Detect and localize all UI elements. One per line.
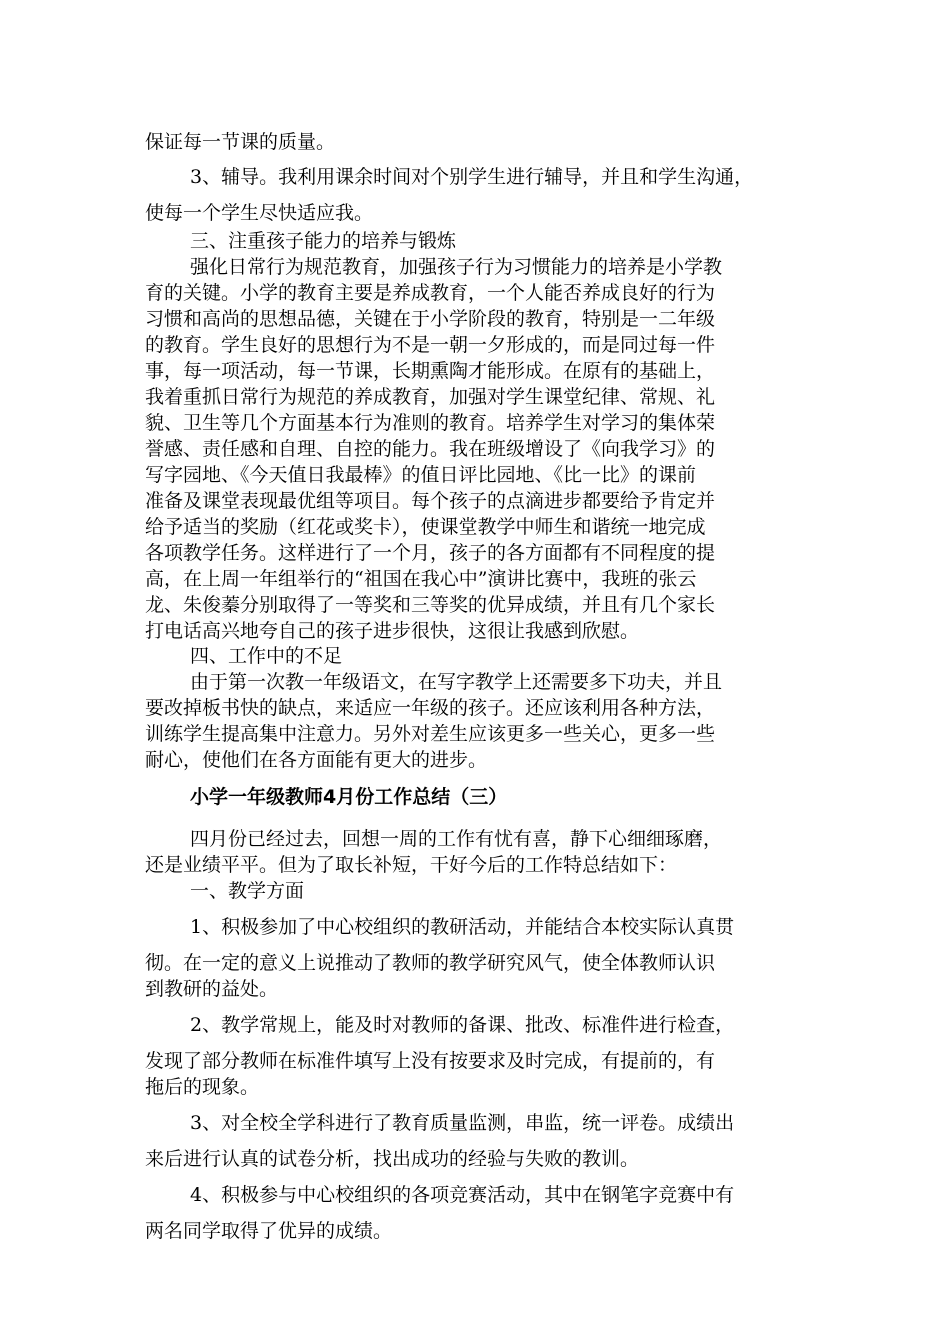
text-line: 两名同学取得了优异的成绩。 xyxy=(145,1220,393,1242)
text-line: 2、教学常规上，能及时对教师的备课、批改、标准件进行检查， xyxy=(190,1014,735,1036)
text-line: 到教研的益处。 xyxy=(145,978,279,1000)
text-line: 的教育。学生良好的思想行为不是一朝一夕形成的，而是同过每一件 xyxy=(145,334,716,356)
text-line: 发现了部分教师在标准件填写上没有按要求及时完成，有提前的，有 xyxy=(145,1050,716,1072)
text-line: 1、积极参加了中心校组织的教研活动，并能结合本校实际认真贯 xyxy=(190,916,735,938)
text-line: 龙、朱俊蓁分别取得了一等奖和三等奖的优异成绩，并且有几个家长 xyxy=(145,594,716,616)
text-line: 四月份已经过去，回想一周的工作有忧有喜，静下心细细琢磨， xyxy=(190,828,723,850)
document-title: 小学一年级教师4月份工作总结（三） xyxy=(190,786,508,808)
text-line: 写字园地、《今天值日我最棒》的值日评比园地、《比一比》的课前 xyxy=(145,464,697,486)
text-line: 强化日常行为规范教育，加强孩子行为习惯能力的培养是小学教 xyxy=(190,256,723,278)
text-line: 耐心，使他们在各方面能有更大的进步。 xyxy=(145,749,488,771)
text-line: 育的关键。小学的教育主要是养成教育，一个人能否养成良好的行为 xyxy=(145,282,716,304)
text-line: 打电话高兴地夸自己的孩子进步很快，这很让我感到欣慰。 xyxy=(145,620,640,642)
text-line: 事，每一项活动，每一节课，长期熏陶才能形成。在原有的基础上， xyxy=(145,360,716,382)
text-line: 来后进行认真的试卷分析，找出成功的经验与失败的教训。 xyxy=(145,1148,640,1170)
text-line: 给予适当的奖励（红花或奖卡），使课堂教学中师生和谐统一地完成 xyxy=(145,516,706,538)
section-heading: 一、教学方面 xyxy=(190,880,305,902)
text-line: 3、对全校全学科进行了教育质量监测，串监，统一评卷。成绩出 xyxy=(190,1112,735,1134)
text-line: 保证每一节课的质量。 xyxy=(145,131,336,153)
text-line: 彻。在一定的意义上说推动了教师的教学研究风气，使全体教师认识 xyxy=(145,952,716,974)
text-line: 誉感、责任感和自理、自控的能力。我在班级增设了《向我学习》的 xyxy=(145,438,716,460)
text-line: 使每一个学生尽快适应我。 xyxy=(145,202,374,224)
text-line: 高，在上周一年组举行的“祖国在我心中”演讲比赛中，我班的张云 xyxy=(145,568,697,590)
section-heading: 四、工作中的不足 xyxy=(190,645,343,667)
text-line: 由于第一次教一年级语文，在写字教学上还需要多下功夫，并且 xyxy=(190,671,723,693)
text-line: 拖后的现象。 xyxy=(145,1076,260,1098)
text-line: 习惯和高尚的思想品德，关键在于小学阶段的教育，特别是一二年级 xyxy=(145,308,716,330)
text-line: 3、辅导。我利用课余时间对个别学生进行辅导，并且和学生沟通， xyxy=(190,166,754,188)
text-line: 准备及课堂表现最优组等项目。每个孩子的点滴进步都要给予肯定并 xyxy=(145,490,716,512)
text-line: 要改掉板书快的缺点，来适应一年级的孩子。还应该利用各种方法， xyxy=(145,697,716,719)
text-line: 我着重抓日常行为规范的养成教育，加强对学生课堂纪律、常规、礼 xyxy=(145,386,716,408)
section-heading: 三、注重孩子能力的培养与锻炼 xyxy=(190,230,457,252)
text-line: 训练学生提高集中注意力。另外对差生应该更多一些关心，更多一些 xyxy=(145,723,716,745)
text-line: 各项教学任务。这样进行了一个月，孩子的各方面都有不同程度的提 xyxy=(145,542,716,564)
text-line: 4、积极参与中心校组织的各项竞赛活动，其中在钢笔字竞赛中有 xyxy=(190,1184,735,1206)
text-line: 还是业绩平平。但为了取长补短，干好今后的工作特总结如下： xyxy=(145,854,678,876)
text-line: 貌、卫生等几个方面基本行为准则的教育。培养学生对学习的集体荣 xyxy=(145,412,716,434)
